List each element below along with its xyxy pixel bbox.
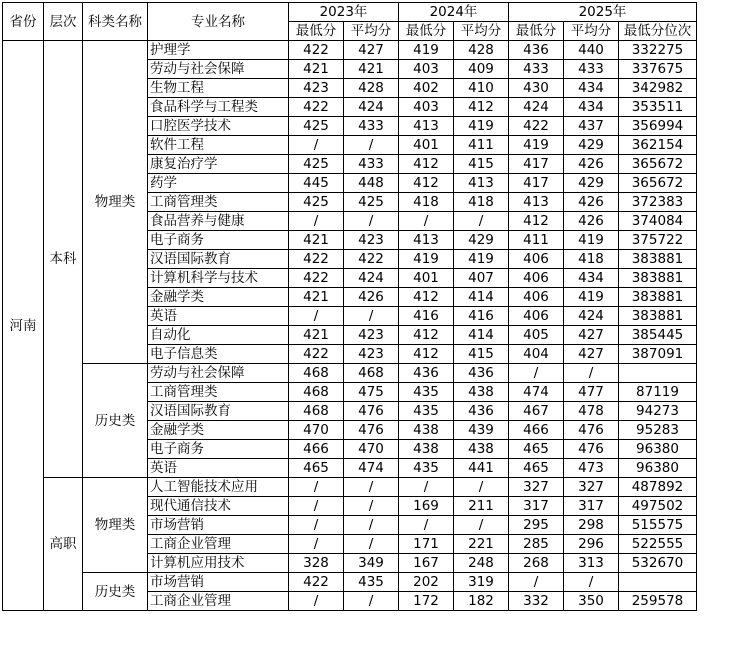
score-cell-2025-rank: 487892 bbox=[619, 478, 697, 497]
score-cell-2025-rank: 365672 bbox=[619, 155, 697, 174]
score-cell-2024-min: 412 bbox=[399, 345, 454, 364]
header-2025-min: 最低分 bbox=[509, 22, 564, 41]
header-level: 层次 bbox=[44, 3, 83, 41]
score-cell-2025-rank: 372383 bbox=[619, 193, 697, 212]
score-cell-2025-min: 419 bbox=[509, 136, 564, 155]
table-row bbox=[3, 41, 697, 60]
score-cell-2023-min: 425 bbox=[289, 117, 344, 136]
score-cell-2024-avg: 414 bbox=[454, 288, 509, 307]
major-cell: 人工智能技术应用 bbox=[148, 478, 289, 497]
score-cell-2025-rank: 94273 bbox=[619, 402, 697, 421]
score-cell-2024-avg: 415 bbox=[454, 345, 509, 364]
score-cell-2023-min: / bbox=[289, 497, 344, 516]
score-cell-2025-min: 467 bbox=[509, 402, 564, 421]
major-cell: 口腔医学技术 bbox=[148, 117, 289, 136]
major-cell: 自动化 bbox=[148, 326, 289, 345]
score-cell-2025-avg: 434 bbox=[564, 79, 619, 98]
score-cell-2023-avg: 427 bbox=[344, 41, 399, 60]
score-cell-2023-min: / bbox=[289, 535, 344, 554]
score-cell-2024-min: 402 bbox=[399, 79, 454, 98]
score-cell-2024-avg: 211 bbox=[454, 497, 509, 516]
score-cell-2025-rank: 385445 bbox=[619, 326, 697, 345]
score-cell-2025-rank: 515575 bbox=[619, 516, 697, 535]
score-cell-2023-min: 422 bbox=[289, 345, 344, 364]
score-cell-2023-min: 328 bbox=[289, 554, 344, 573]
score-cell-2025-min: 465 bbox=[509, 459, 564, 478]
score-cell-2023-avg: 422 bbox=[344, 250, 399, 269]
score-cell-2025-min: 465 bbox=[509, 440, 564, 459]
score-cell-2025-rank: 356994 bbox=[619, 117, 697, 136]
header-2023-min: 最低分 bbox=[289, 22, 344, 41]
score-cell-2024-avg: 319 bbox=[454, 573, 509, 592]
score-cell-2024-avg: / bbox=[454, 516, 509, 535]
score-cell-2023-min: 465 bbox=[289, 459, 344, 478]
table-body bbox=[3, 41, 697, 611]
score-cell-2023-min: / bbox=[289, 592, 344, 611]
score-cell-2025-avg: 429 bbox=[564, 174, 619, 193]
major-cell: 英语 bbox=[148, 459, 289, 478]
score-cell-2024-min: 169 bbox=[399, 497, 454, 516]
table-header bbox=[3, 3, 697, 41]
level-cell: 高职 bbox=[44, 478, 83, 611]
score-cell-2025-avg: 433 bbox=[564, 60, 619, 79]
score-cell-2024-avg: 221 bbox=[454, 535, 509, 554]
score-cell-2025-avg: 298 bbox=[564, 516, 619, 535]
score-cell-2024-min: 418 bbox=[399, 193, 454, 212]
score-cell-2024-min: 172 bbox=[399, 592, 454, 611]
score-cell-2025-avg: 478 bbox=[564, 402, 619, 421]
score-cell-2025-min: 404 bbox=[509, 345, 564, 364]
score-cell-2025-min: / bbox=[509, 364, 564, 383]
score-cell-2025-rank: 383881 bbox=[619, 288, 697, 307]
score-cell-2025-rank: 387091 bbox=[619, 345, 697, 364]
score-cell-2023-avg: / bbox=[344, 592, 399, 611]
score-cell-2023-avg: 349 bbox=[344, 554, 399, 573]
score-cell-2023-min: 422 bbox=[289, 98, 344, 117]
score-cell-2024-min: 438 bbox=[399, 440, 454, 459]
score-cell-2025-rank: 332275 bbox=[619, 41, 697, 60]
score-cell-2024-min: 401 bbox=[399, 136, 454, 155]
score-cell-2023-min: 422 bbox=[289, 41, 344, 60]
major-cell: 劳动与社会保障 bbox=[148, 364, 289, 383]
score-cell-2025-avg: 418 bbox=[564, 250, 619, 269]
score-cell-2025-avg: 424 bbox=[564, 307, 619, 326]
category-cell: 物理类 bbox=[83, 478, 148, 573]
score-cell-2025-avg: 434 bbox=[564, 269, 619, 288]
score-cell-2023-avg: 424 bbox=[344, 269, 399, 288]
score-cell-2025-avg: 313 bbox=[564, 554, 619, 573]
score-cell-2023-min: 470 bbox=[289, 421, 344, 440]
score-cell-2023-min: / bbox=[289, 516, 344, 535]
score-cell-2025-min: 466 bbox=[509, 421, 564, 440]
major-cell: 计算机科学与技术 bbox=[148, 269, 289, 288]
score-cell-2025-rank: 374084 bbox=[619, 212, 697, 231]
score-cell-2025-avg: 350 bbox=[564, 592, 619, 611]
score-cell-2024-avg: 415 bbox=[454, 155, 509, 174]
score-cell-2025-avg: 317 bbox=[564, 497, 619, 516]
score-cell-2023-min: 425 bbox=[289, 193, 344, 212]
score-cell-2025-avg: 419 bbox=[564, 231, 619, 250]
score-cell-2025-min: 406 bbox=[509, 269, 564, 288]
score-cell-2023-min: 468 bbox=[289, 402, 344, 421]
score-cell-2023-avg: 470 bbox=[344, 440, 399, 459]
major-cell: 计算机应用技术 bbox=[148, 554, 289, 573]
score-cell-2024-avg: 438 bbox=[454, 440, 509, 459]
score-cell-2025-avg: 296 bbox=[564, 535, 619, 554]
score-cell-2025-min: 411 bbox=[509, 231, 564, 250]
score-cell-2023-min: 421 bbox=[289, 60, 344, 79]
score-cell-2024-min: 412 bbox=[399, 326, 454, 345]
score-cell-2025-min: 436 bbox=[509, 41, 564, 60]
score-cell-2024-avg: 429 bbox=[454, 231, 509, 250]
score-cell-2024-avg: 413 bbox=[454, 174, 509, 193]
score-cell-2025-min: 406 bbox=[509, 307, 564, 326]
category-cell: 物理类 bbox=[83, 41, 148, 364]
score-cell-2023-avg: / bbox=[344, 136, 399, 155]
major-cell: 电子商务 bbox=[148, 231, 289, 250]
major-cell: 劳动与社会保障 bbox=[148, 60, 289, 79]
score-cell-2023-min: 468 bbox=[289, 364, 344, 383]
score-cell-2025-rank: 497502 bbox=[619, 497, 697, 516]
score-cell-2025-avg: 476 bbox=[564, 440, 619, 459]
score-cell-2025-min: 412 bbox=[509, 212, 564, 231]
major-cell: 金融学类 bbox=[148, 288, 289, 307]
score-cell-2023-min: / bbox=[289, 212, 344, 231]
header-category: 科类名称 bbox=[83, 3, 148, 41]
score-cell-2023-min: 422 bbox=[289, 250, 344, 269]
header-year-2023: 2023年 bbox=[289, 3, 399, 22]
score-cell-2024-min: 435 bbox=[399, 383, 454, 402]
score-cell-2023-avg: / bbox=[344, 497, 399, 516]
score-cell-2025-min: 417 bbox=[509, 174, 564, 193]
score-cell-2025-rank: 96380 bbox=[619, 459, 697, 478]
score-cell-2025-min: / bbox=[509, 573, 564, 592]
level-cell: 本科 bbox=[44, 41, 83, 478]
score-cell-2024-avg: 436 bbox=[454, 402, 509, 421]
score-cell-2025-rank: 522555 bbox=[619, 535, 697, 554]
major-cell: 汉语国际教育 bbox=[148, 402, 289, 421]
score-cell-2024-min: 413 bbox=[399, 117, 454, 136]
score-cell-2025-rank: 96380 bbox=[619, 440, 697, 459]
score-cell-2023-min: 466 bbox=[289, 440, 344, 459]
score-cell-2023-avg: / bbox=[344, 516, 399, 535]
category-cell: 历史类 bbox=[83, 364, 148, 478]
major-cell: 市场营销 bbox=[148, 573, 289, 592]
score-cell-2025-min: 430 bbox=[509, 79, 564, 98]
score-cell-2025-min: 406 bbox=[509, 288, 564, 307]
score-cell-2025-min: 268 bbox=[509, 554, 564, 573]
score-cell-2024-avg: 438 bbox=[454, 383, 509, 402]
score-cell-2023-avg: 475 bbox=[344, 383, 399, 402]
score-cell-2024-min: 202 bbox=[399, 573, 454, 592]
score-cell-2023-avg: 424 bbox=[344, 98, 399, 117]
score-cell-2024-avg: 419 bbox=[454, 117, 509, 136]
score-cell-2024-avg: 439 bbox=[454, 421, 509, 440]
major-cell: 软件工程 bbox=[148, 136, 289, 155]
score-cell-2024-min: 438 bbox=[399, 421, 454, 440]
score-cell-2025-min: 433 bbox=[509, 60, 564, 79]
score-cell-2025-min: 413 bbox=[509, 193, 564, 212]
score-cell-2025-avg: / bbox=[564, 364, 619, 383]
major-cell: 市场营销 bbox=[148, 516, 289, 535]
score-cell-2025-avg: 426 bbox=[564, 193, 619, 212]
score-cell-2025-min: 406 bbox=[509, 250, 564, 269]
score-cell-2024-avg: 418 bbox=[454, 193, 509, 212]
score-cell-2024-avg: 182 bbox=[454, 592, 509, 611]
score-cell-2024-avg: 412 bbox=[454, 98, 509, 117]
header-major: 专业名称 bbox=[148, 3, 289, 41]
score-cell-2024-avg: 441 bbox=[454, 459, 509, 478]
score-cell-2024-min: 435 bbox=[399, 459, 454, 478]
score-cell-2025-rank: 362154 bbox=[619, 136, 697, 155]
score-cell-2024-avg: 428 bbox=[454, 41, 509, 60]
major-cell: 工商企业管理 bbox=[148, 592, 289, 611]
score-cell-2025-avg: 476 bbox=[564, 421, 619, 440]
header-year-2024: 2024年 bbox=[399, 3, 509, 22]
score-cell-2025-rank bbox=[619, 364, 697, 383]
score-cell-2023-avg: / bbox=[344, 478, 399, 497]
score-cell-2023-min: 423 bbox=[289, 79, 344, 98]
score-cell-2023-min: 421 bbox=[289, 326, 344, 345]
major-cell: 工商管理类 bbox=[148, 193, 289, 212]
score-cell-2025-rank: 375722 bbox=[619, 231, 697, 250]
score-cell-2023-avg: 468 bbox=[344, 364, 399, 383]
table-row bbox=[3, 364, 697, 383]
score-cell-2025-min: 327 bbox=[509, 478, 564, 497]
score-cell-2024-avg: 410 bbox=[454, 79, 509, 98]
score-cell-2025-min: 317 bbox=[509, 497, 564, 516]
header-2025-avg: 平均分 bbox=[564, 22, 619, 41]
score-cell-2025-rank: 353511 bbox=[619, 98, 697, 117]
score-cell-2023-min: / bbox=[289, 478, 344, 497]
score-cell-2024-avg: 407 bbox=[454, 269, 509, 288]
score-cell-2025-avg: 437 bbox=[564, 117, 619, 136]
score-cell-2023-avg: 425 bbox=[344, 193, 399, 212]
score-cell-2025-avg: 429 bbox=[564, 136, 619, 155]
score-cell-2023-avg: / bbox=[344, 535, 399, 554]
score-cell-2025-avg: 473 bbox=[564, 459, 619, 478]
score-cell-2025-rank: 342982 bbox=[619, 79, 697, 98]
major-cell: 药学 bbox=[148, 174, 289, 193]
score-cell-2025-avg: 327 bbox=[564, 478, 619, 497]
admission-score-table bbox=[2, 2, 697, 611]
score-cell-2025-avg: 419 bbox=[564, 288, 619, 307]
score-cell-2025-min: 474 bbox=[509, 383, 564, 402]
header-province: 省份 bbox=[3, 3, 44, 41]
major-cell: 食品科学与工程类 bbox=[148, 98, 289, 117]
score-cell-2025-avg: 426 bbox=[564, 212, 619, 231]
score-cell-2024-min: 413 bbox=[399, 231, 454, 250]
score-cell-2024-min: / bbox=[399, 478, 454, 497]
score-cell-2023-avg: 423 bbox=[344, 231, 399, 250]
score-cell-2024-avg: 436 bbox=[454, 364, 509, 383]
score-cell-2023-avg: 428 bbox=[344, 79, 399, 98]
score-cell-2025-rank: 87119 bbox=[619, 383, 697, 402]
category-cell: 历史类 bbox=[83, 573, 148, 611]
score-cell-2025-avg: 427 bbox=[564, 345, 619, 364]
major-cell: 康复治疗学 bbox=[148, 155, 289, 174]
score-cell-2024-avg: 248 bbox=[454, 554, 509, 573]
major-cell: 食品营养与健康 bbox=[148, 212, 289, 231]
score-cell-2025-min: 422 bbox=[509, 117, 564, 136]
score-cell-2023-avg: 421 bbox=[344, 60, 399, 79]
score-cell-2024-min: / bbox=[399, 212, 454, 231]
score-cell-2025-avg: / bbox=[564, 573, 619, 592]
score-cell-2023-avg: / bbox=[344, 307, 399, 326]
score-cell-2024-avg: / bbox=[454, 212, 509, 231]
major-cell: 电子商务 bbox=[148, 440, 289, 459]
score-cell-2025-rank: 383881 bbox=[619, 269, 697, 288]
score-cell-2023-min: / bbox=[289, 136, 344, 155]
score-cell-2023-min: 422 bbox=[289, 573, 344, 592]
score-cell-2024-min: 403 bbox=[399, 60, 454, 79]
score-cell-2023-avg: 476 bbox=[344, 402, 399, 421]
score-cell-2023-min: 425 bbox=[289, 155, 344, 174]
header-year-2025: 2025年 bbox=[509, 3, 697, 22]
score-cell-2024-min: 416 bbox=[399, 307, 454, 326]
major-cell: 英语 bbox=[148, 307, 289, 326]
score-cell-2025-avg: 426 bbox=[564, 155, 619, 174]
score-cell-2025-rank: 365672 bbox=[619, 174, 697, 193]
major-cell: 现代通信技术 bbox=[148, 497, 289, 516]
score-cell-2024-min: 419 bbox=[399, 41, 454, 60]
score-cell-2025-rank: 383881 bbox=[619, 307, 697, 326]
score-cell-2023-avg: 423 bbox=[344, 345, 399, 364]
score-cell-2023-min: / bbox=[289, 307, 344, 326]
score-cell-2023-avg: 435 bbox=[344, 573, 399, 592]
score-cell-2023-min: 445 bbox=[289, 174, 344, 193]
score-cell-2025-avg: 477 bbox=[564, 383, 619, 402]
score-cell-2024-min: 412 bbox=[399, 174, 454, 193]
score-cell-2025-rank: 259578 bbox=[619, 592, 697, 611]
score-cell-2025-rank bbox=[619, 573, 697, 592]
score-cell-2024-avg: / bbox=[454, 478, 509, 497]
score-cell-2025-rank: 95283 bbox=[619, 421, 697, 440]
score-cell-2024-min: 435 bbox=[399, 402, 454, 421]
score-cell-2023-avg: 426 bbox=[344, 288, 399, 307]
score-cell-2023-avg: 476 bbox=[344, 421, 399, 440]
header-2023-avg: 平均分 bbox=[344, 22, 399, 41]
score-cell-2024-min: / bbox=[399, 516, 454, 535]
score-cell-2023-avg: / bbox=[344, 212, 399, 231]
score-cell-2023-min: 422 bbox=[289, 269, 344, 288]
major-cell: 汉语国际教育 bbox=[148, 250, 289, 269]
score-cell-2024-avg: 416 bbox=[454, 307, 509, 326]
score-cell-2024-min: 419 bbox=[399, 250, 454, 269]
table-row bbox=[3, 573, 697, 592]
score-cell-2025-avg: 434 bbox=[564, 98, 619, 117]
major-cell: 生物工程 bbox=[148, 79, 289, 98]
score-cell-2023-min: 421 bbox=[289, 231, 344, 250]
score-cell-2025-min: 285 bbox=[509, 535, 564, 554]
score-cell-2024-min: 171 bbox=[399, 535, 454, 554]
score-cell-2025-min: 417 bbox=[509, 155, 564, 174]
score-cell-2023-avg: 474 bbox=[344, 459, 399, 478]
score-cell-2023-avg: 433 bbox=[344, 117, 399, 136]
major-cell: 工商管理类 bbox=[148, 383, 289, 402]
score-cell-2023-min: 468 bbox=[289, 383, 344, 402]
score-cell-2024-min: 412 bbox=[399, 155, 454, 174]
score-cell-2024-avg: 409 bbox=[454, 60, 509, 79]
score-cell-2025-min: 405 bbox=[509, 326, 564, 345]
score-cell-2024-min: 167 bbox=[399, 554, 454, 573]
score-cell-2025-min: 424 bbox=[509, 98, 564, 117]
score-cell-2025-avg: 440 bbox=[564, 41, 619, 60]
major-cell: 护理学 bbox=[148, 41, 289, 60]
score-cell-2024-avg: 414 bbox=[454, 326, 509, 345]
score-cell-2024-min: 403 bbox=[399, 98, 454, 117]
score-cell-2025-rank: 532670 bbox=[619, 554, 697, 573]
table-row bbox=[3, 478, 697, 497]
major-cell: 电子信息类 bbox=[148, 345, 289, 364]
score-cell-2023-avg: 433 bbox=[344, 155, 399, 174]
province-cell: 河南 bbox=[3, 41, 44, 611]
score-cell-2025-avg: 427 bbox=[564, 326, 619, 345]
score-cell-2023-avg: 423 bbox=[344, 326, 399, 345]
score-cell-2025-min: 332 bbox=[509, 592, 564, 611]
major-cell: 金融学类 bbox=[148, 421, 289, 440]
header-2025-rank: 最低分位次 bbox=[619, 22, 697, 41]
score-cell-2025-min: 295 bbox=[509, 516, 564, 535]
score-cell-2024-min: 412 bbox=[399, 288, 454, 307]
score-cell-2024-avg: 419 bbox=[454, 250, 509, 269]
major-cell: 工商企业管理 bbox=[148, 535, 289, 554]
score-cell-2025-rank: 383881 bbox=[619, 250, 697, 269]
score-cell-2023-avg: 448 bbox=[344, 174, 399, 193]
header-2024-avg: 平均分 bbox=[454, 22, 509, 41]
header-2024-min: 最低分 bbox=[399, 22, 454, 41]
score-cell-2024-avg: 411 bbox=[454, 136, 509, 155]
score-cell-2024-min: 436 bbox=[399, 364, 454, 383]
score-cell-2024-min: 401 bbox=[399, 269, 454, 288]
score-cell-2023-min: 421 bbox=[289, 288, 344, 307]
score-cell-2025-rank: 337675 bbox=[619, 60, 697, 79]
